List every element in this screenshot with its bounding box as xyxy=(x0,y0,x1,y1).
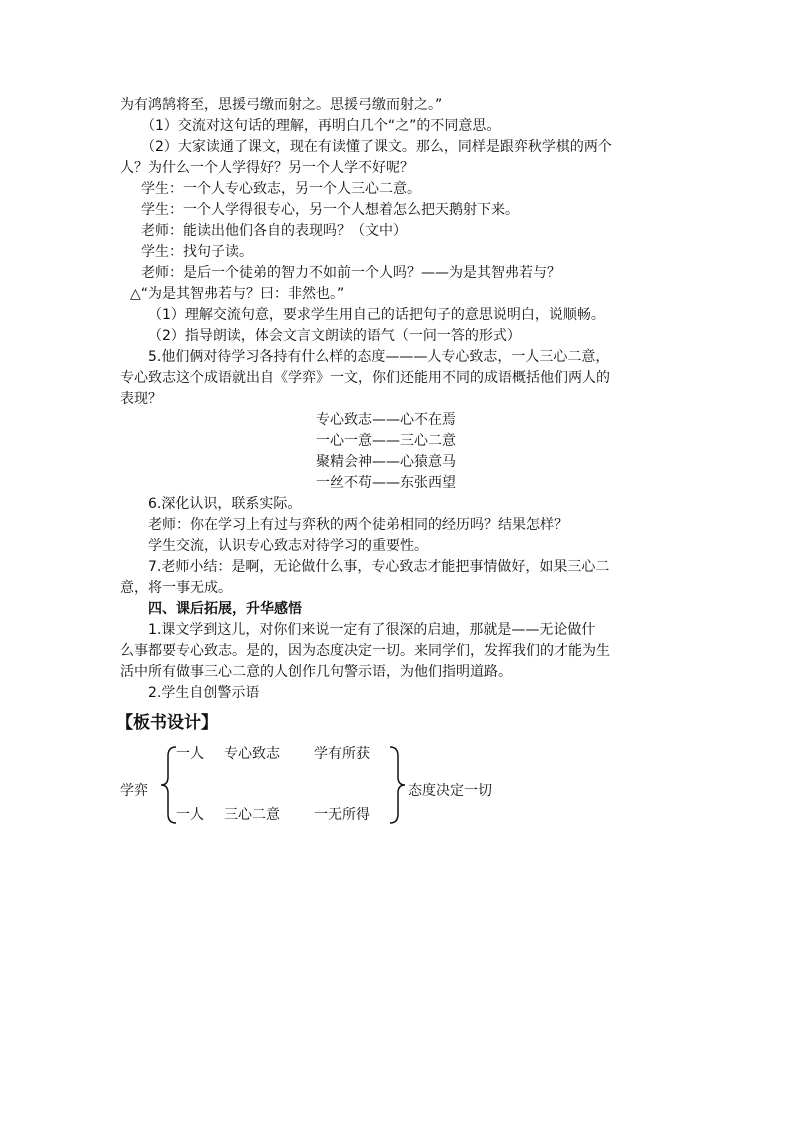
board-row2-who: 一人 xyxy=(176,807,204,823)
text-line-2: （1）交流对这句话的理解，再明白几个“之”的不同意思。 xyxy=(141,118,501,134)
board-row1-who: 一人 xyxy=(176,746,204,762)
text-line-13: 5.他们俩对待学习各持有什么样的态度———人专心致志，一人三心二意， xyxy=(148,349,610,365)
board-design-heading: 【板书设计】 xyxy=(116,713,218,733)
section-4-title: 四、课后拓展，升华感悟 xyxy=(148,601,302,617)
text-line-9: 老师：是后一个徒弟的智力不如前一个人吗？——为是其智弗若与？ xyxy=(141,265,561,281)
text-line-14: 专心致志这个成语就出自《学弈》一文，你们还能用不同的成语概括他们两人的 xyxy=(120,370,610,386)
board-row2-result: 一无所得 xyxy=(314,807,370,823)
text-line-3: （2）大家读通了课文，现在有读懂了课文。那么，同样是跟弈秋学棋的两个 xyxy=(141,139,612,155)
section-4-line-4: 2.学生自创警示语 xyxy=(148,685,260,701)
board-row1-attitude: 专心致志 xyxy=(224,746,280,762)
section-4-line-3: 活中所有做事三心二意的人创作几句警示语，为他们指明道路。 xyxy=(120,664,512,680)
idiom-pair-1: 专心致志——心不在焉 xyxy=(316,412,456,428)
idiom-pair-3: 聚精会神——心猿意马 xyxy=(316,454,456,470)
text-line-17: 老师：你在学习上有过与弈秋的两个徒弟相同的经历吗？结果怎样？ xyxy=(148,517,568,533)
idiom-pair-4: 一丝不苟——东张西望 xyxy=(316,475,456,491)
idiom-pair-2: 一心一意——三心二意 xyxy=(316,433,456,449)
board-root-label: 学弈 xyxy=(120,783,148,799)
text-line-8: 学生：找句子读。 xyxy=(141,244,253,260)
board-row1-result: 学有所获 xyxy=(314,746,370,762)
board-row2-attitude: 三心二意 xyxy=(224,807,280,823)
text-line-12: （2）指导朗读，体会文言文朗读的语气（一问一答的形式） xyxy=(148,328,521,344)
right-brace-icon xyxy=(388,746,406,824)
text-line-16: 6.深化认识，联系实际。 xyxy=(148,496,302,512)
text-line-15: 表现？ xyxy=(120,391,162,407)
text-line-4: 人？为什么一个人学得好？另一个人学不好呢？ xyxy=(120,160,414,176)
section-4-line-1: 1.课文学到这儿，对你们来说一定有了很深的启迪，那就是——无论做什 xyxy=(148,622,596,638)
text-line-19: 7.老师小结：是啊，无论做什么事，专心致志才能把事情做好，如果三心二 xyxy=(148,559,610,575)
section-4-line-2: 么事都要专心致志。是的，因为态度决定一切。来同学们，发挥我们的才能为生 xyxy=(120,643,610,659)
text-line-10: △“为是其智弗若与？曰：非然也。” xyxy=(130,286,345,302)
text-line-20: 意，将一事无成。 xyxy=(120,580,232,596)
text-line-5: 学生：一个人专心致志，另一个人三心二意。 xyxy=(141,181,421,197)
text-line-7: 老师：能读出他们各自的表现吗？（文中） xyxy=(141,223,407,239)
text-line-1: 为有鸿鹄将至，思援弓缴而射之。思援弓缴而射之。” xyxy=(120,97,443,113)
text-line-18: 学生交流，认识专心致志对待学习的重要性。 xyxy=(148,538,428,554)
board-conclusion: 态度决定一切 xyxy=(408,783,492,799)
text-line-6: 学生：一个人学得很专心，另一个人想着怎么把天鹅射下来。 xyxy=(141,202,519,218)
text-line-11: （1）理解交流句意，要求学生用自己的话把句子的意思说明白，说顺畅。 xyxy=(148,307,605,323)
